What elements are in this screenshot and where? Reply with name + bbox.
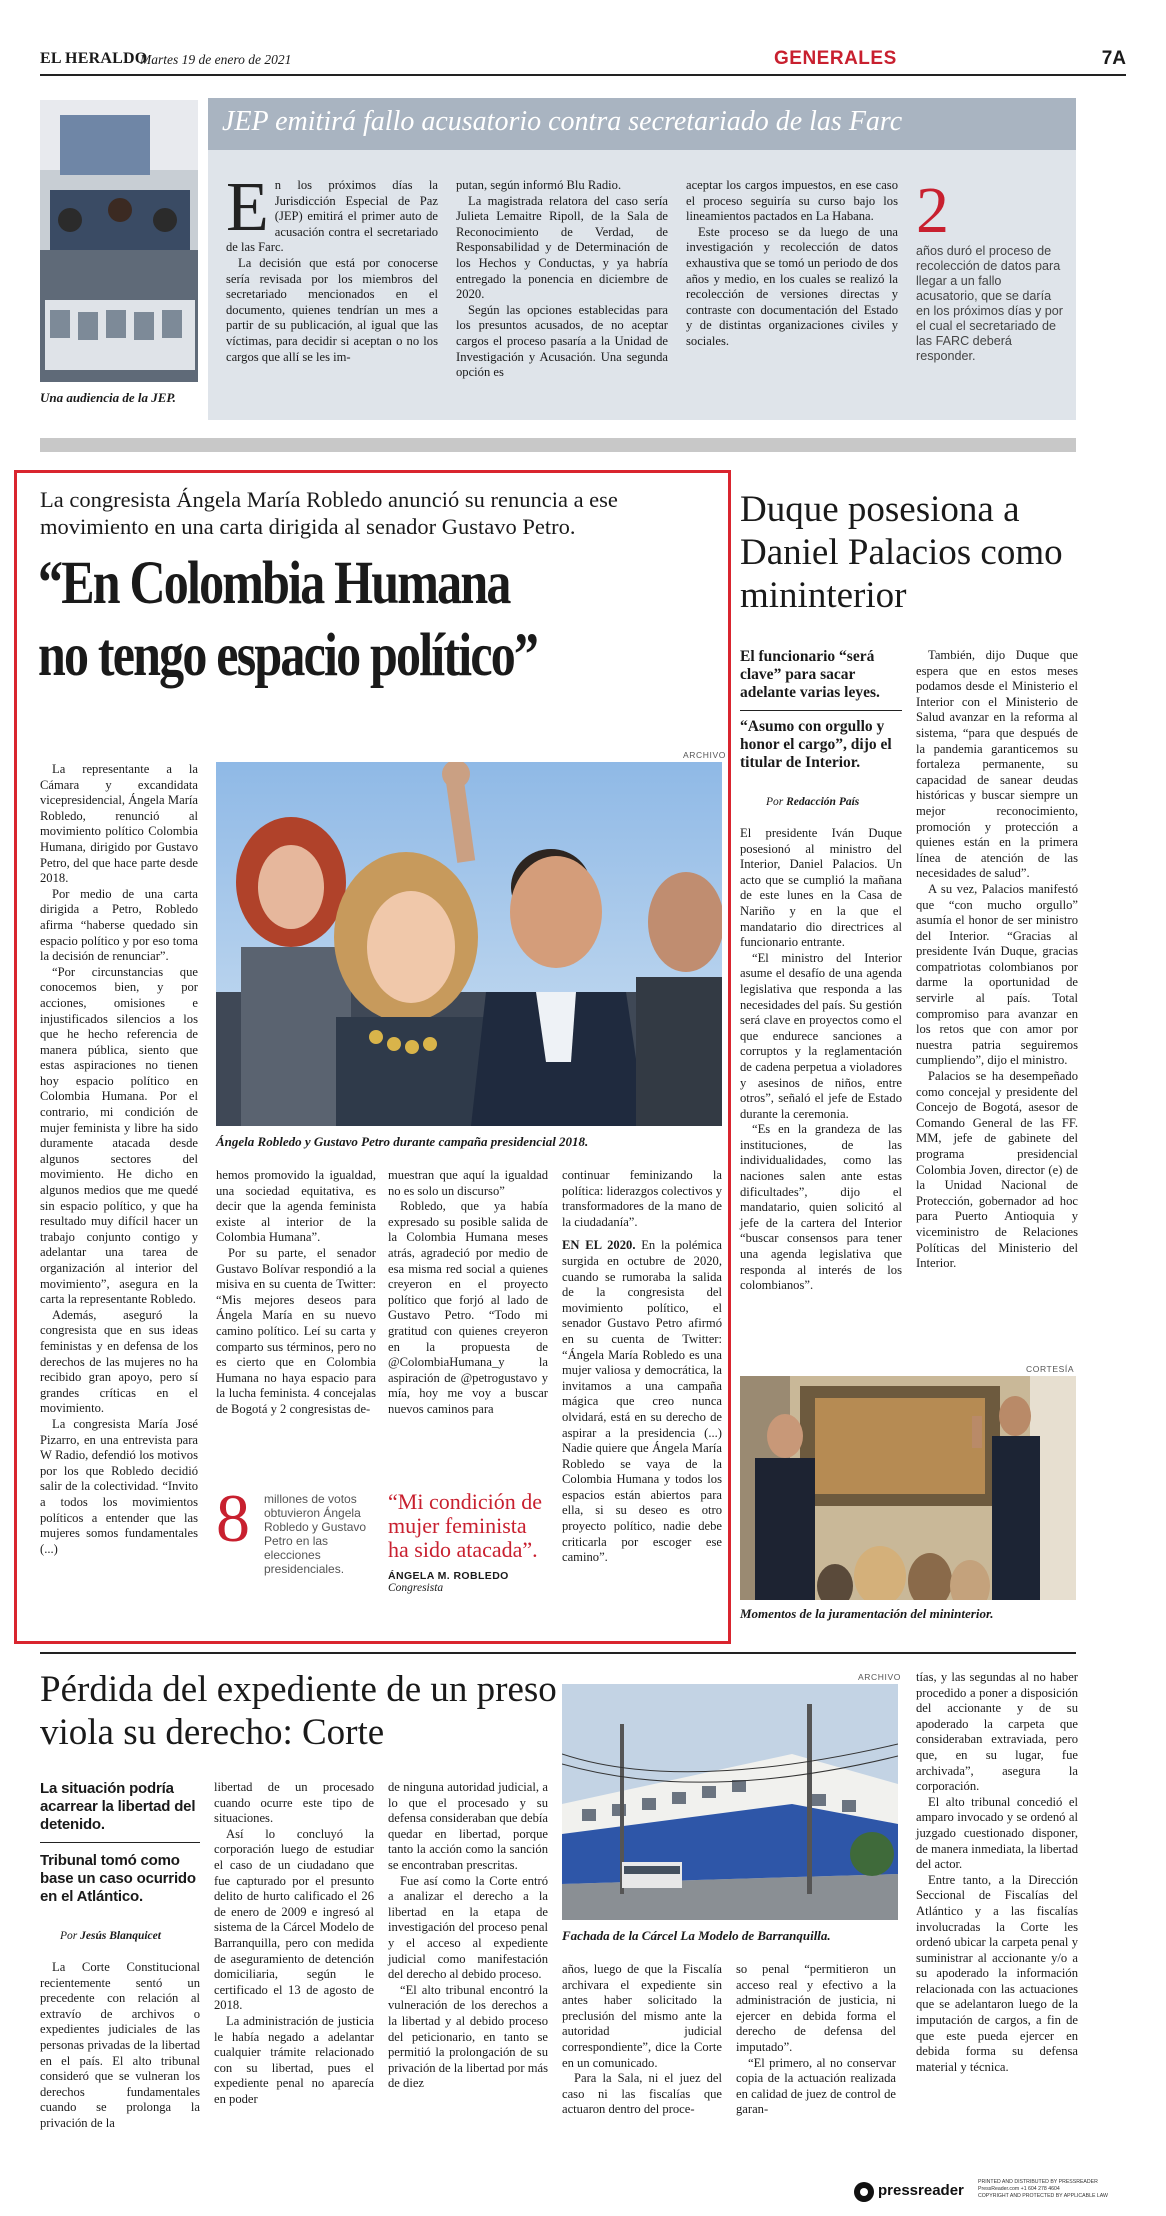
robledo-column-4 [562,1168,722,1566]
robledo-column-1 [40,762,198,1557]
corte-photo-credit: ARCHIVO [858,1672,901,1682]
lower-section-rule [40,1652,1076,1654]
duque-col1-p3: “Es en la grandeza de las instituciones, de las individualidades, como las naciones salen ante estas dificultades”, dijo el mandatario, quien solicitó al jefe de la cartera del Interior “buscar consensos para tener una agenda legislativa que responda al interés de los colombianos”. [740,1122,902,1293]
corte-col1-p1: La Corte Constitucional recientemente sentó un precedente con relación al extravío de archivos o expedientes judiciales de las personas privadas de la libertad en el país. El alto tribunal consideró que se vulneran los derechos fundamentales cuando se prolonga la privación de la [40,1960,200,2130]
robledo-photo-caption: Ángela Robledo y Gustavo Petro durante campaña presidencial 2018. [216,1134,589,1149]
pressreader-brand: pressreader [878,2182,964,2199]
corte-col4-p2: Para la Sala, ni el juez del caso ni las fiscalías que actuaron dentro del proce- [562,2071,722,2117]
masthead: EL HERALDO [40,50,148,67]
corte-col6-p2: El alto tribunal concedió el amparo invocado y se ordenó al juzgado cuestionado disponer, de manera inmediata, la libertad del actor. [916,1794,1078,1872]
jep-col2-p1: putan, según informó Blu Radio. [456,178,622,192]
jep-col3-p2: Este proceso se da luego de una investigación y recolección de datos exhaustiva que se tomó un periodo de dos años y medio, en los cuales se realizó la recolección de versiones directas y contraste con documentación del Estado y de distintas organizaciones civiles y sociales. [686,224,898,348]
robledo-col1-p2: Por medio de una carta dirigida a Petro, Robledo afirma “haberse quedado sin espacio político y por eso toma la decisión de renunciar”. [40,886,198,964]
robledo-kicker: La congresista Ángela María Robledo anunció su renuncia a ese movimiento en una carta dirigida al senador Gustavo Petro. [40,487,618,539]
duque-column-2 [916,648,1078,1272]
robledo-column-3 [388,1168,548,1418]
corte-col5-p1: so penal “permitieron un acceso real y efectivo a la administración de justicia, ni ejercer en debida forma el derecho de defensa del imputado”. [736,1962,896,2054]
corte-col6-p1: tías, y las segundas al no haber procedido a poner a disposición del accionante y de su apoderado la carpeta que consideraban extraviada, pero que, en su lugar, fue archivada”, asegura la corporación. [916,1670,1078,1794]
jep-dropcap: E [226,169,269,246]
corte-photo-caption: Fachada de la Cárcel La Modelo de Barranquilla. [562,1928,831,1943]
corte-col2-p3: La administración de justicia le había negado a adelantar cualquier trámite relacionado con su libertad, pues el expediente penal no aparecía en poder [214,2013,374,2106]
jep-photo-caption: Una audiencia de la JEP. [40,390,176,405]
corte-col3-p3: “El alto tribunal encontró la vulneración de los derechos a la libertad y al debido proceso del peticionario, en tanto se permitió la prolongación de su privación de la libertad por más de diez [388,1982,548,2091]
jep-column-1 [226,169,438,365]
duque-deck-1: El funcionario “será clave” para sacar adelante varias leyes. [740,648,880,701]
robledo-quote-text: “Mi condición de mujer feminista ha sido atacada”. [388,1489,542,1562]
robledo-stat-text: millones de votos obtuvieron Ángela Robledo y Gustavo Petro en las elecciones presidenciales. [264,1492,367,1576]
jep-col3-p1: aceptar los cargos impuestos, en ese caso el proceso seguiría su curso bajo los lineamientos pactados en La Habana. [686,178,898,224]
jep-column-3 [686,178,898,350]
duque-col1-p1: El presidente Iván Duque posesionó al ministro del Interior, Daniel Palacios. Un acto que se cumplió la mañana de este lunes en la Casa de Nariño y en la que el mandatario dio directrices al funcionario entrante. [740,826,902,950]
header-date: Martes 19 de enero de 2021 [140,52,292,67]
corte-column-2 [214,1780,374,2107]
corte-byline-name: Jesús Blanquicet [80,1930,161,1942]
robledo-petro-photo [216,762,722,1126]
jep-title-band [208,98,1076,150]
jep-column-2 [456,178,668,381]
pressreader-legal [978,2179,1108,2200]
robledo-headline [38,548,604,692]
duque-headline: Duque posesiona a Daniel Palacios como mininterior [740,489,1063,616]
corte-deck-1: La situación podría acarrear la libertad del detenido. [40,1780,196,1833]
robledo-photo-credit: ARCHIVO [683,750,726,760]
corte-column-5 [736,1962,896,2118]
robledo-headline-line-2: no tengo espacio político” [38,622,538,689]
corte-column-3 [388,1780,548,2092]
corte-col4-p1: años, luego de que la Fiscalía archivara el expediente sin antes haber solicitado la preclusión del mismo ante la autoridad judicial correspondiente”, dice la Corte en un comunicado. [562,1962,722,2070]
jep-photo [40,100,198,382]
jep-stat [916,174,1066,364]
robledo-col3-p2: Robledo, que ya había expresado su posible salida de la Colombia Humana meses atrás, agradeció por medio de esa misma red social a quienes creyeron en el proyecto político que forjó al lado de Gustavo Petro. “Todo mi gratitud con quienes creyeron en la propuesta de @ColombiaHumana_y la aspiración de @petrogustavo y mía, hoy me voy a buscar nuevos caminos para [388,1199,548,1416]
robledo-stat [216,1480,386,1580]
duque-deck-2: “Asumo con orgullo y honor el cargo”, dijo el titular de Interior. [740,718,892,771]
corte-col3-p2: Fue así como la Corte entró a analizar el derecho a la libertad en la etapa de investigación del proceso penal y el acceso al expediente judicial como manifestación del derecho al debido proceso. [388,1873,548,1982]
duque-col2-p1: También, dijo Duque que espera que en estos meses podamos desde el Ministerio el Interior con el Ministerio de Salud avanzar en la reforma al sistema, “para que después de la pandemia garanticemos su fortaleza permanente, su capacidad de sanear deudas históricas y buscar siempre un mejor reconocimiento, promoción y protección a quienes están en la primera línea de atención de las necesidades de salud”. [916,648,1078,881]
duque-ceremony-photo [740,1376,1076,1600]
pressreader-legal-1: PRINTED AND DISTRIBUTED BY PRESSREADER [978,2179,1098,2185]
duque-col1-p2: “El ministro del Interior asume el desafío de una agenda legislativa que responda a las necesidades del país. Su gestión será clave en proyectos como el que endurece sanciones a corruptos y la reglamentación de cadena perpetua a violadores y asesinos de niños, entre otros”, señaló el jefe de Estado durante la ceremonia. [740,950,902,1121]
corte-prison-photo [562,1684,898,1920]
duque-column-1 [740,826,902,1294]
duque-photo-caption: Momentos de la juramentación del mininterior. [740,1606,994,1621]
robledo-headline-line-1: “En Colombia Humana [38,550,510,617]
robledo-quote-role: Congresista [388,1582,444,1594]
robledo-col3-p1: muestran que aquí la igualdad no es solo un discurso” [388,1168,548,1198]
jep-stat-number: 2 [916,174,949,247]
duque-col2-p3: Palacios se ha desempeñado como concejal y presidente del Concejo de Bogotá, asesor de Comando General de las FF. MM, jefe de gabinete del programa presidencial Colombia Joven, director (e) de la Unidad Nacional de Protección, gobernador ad hoc para Puerto Antioquia y viceministro de Relaciones Políticas del Ministerio del Interior. [916,1069,1078,1271]
corte-column-4 [562,1962,722,2118]
robledo-col2-p1: hemos promovido la igualdad, una sociedad equitativa, es decir que la agenda feminista existe al interior de la Colombia Humana”. [216,1168,376,1245]
corte-column-6 [916,1670,1078,2075]
robledo-col2-p2: Por su parte, el senador Gustavo Bolívar respondió a la misiva en su cuenta de Twitter: “Mis mejores deseos para Ángela María en su nuevo camino político. Leí su carta y comparto sus términos, pero no es cierto que en Colombia Humana no haya espacio para la lucha feminista. 4 concejalas de Bogotá y 2 congresistas de- [216,1245,376,1416]
page-header [40,46,1126,74]
robledo-quote-author: ÁNGELA M. ROBLEDO [388,1570,509,1582]
corte-col5-p2: “El primero, al no conservar copia de la actuación realizada en calidad de juez de control de garan- [736,2055,896,2117]
robledo-col1-p1: La representante a la Cámara y excandidata vicepresidencial, Ángela María Robledo, renunció al movimiento político Colombia Humana, dirigido por Gustavo Petro, del que hace parte desde 2018. [40,762,198,886]
robledo-pull-quote [388,1490,548,1594]
pressreader-legal-2: PressReader.com +1 604 278 4604 [978,2186,1060,2192]
corte-column-1 [40,1960,200,2132]
corte-col2-p1: libertad de un procesado cuando ocurre este tipo de situaciones. [214,1780,374,1826]
corte-col6-p3: Entre tanto, a la Dirección Seccional de Fiscalías del Atlántico y a las fiscalías involucradas la Corte les ordenó ubicar la carpeta penal y suministrar al accionante y/o a su apoderado la información relacionada con las actuaciones que se adelantaron luego de la imputación de cargos, a fin de que este pueda ejercer en debida forma su defensa material y técnica. [916,1872,1078,2074]
jep-col2-p3: Según las opciones establecidas para los presuntos acusados, de no aceptar cargos el proceso pasaría a la Unidad de Investigación y Acusación. Una segunda opción es [456,302,668,380]
jep-col1-p2: La decisión que está por conocerse sería revisada por los miembros del secretariado mencionados en el documento, quienes tendrían un mes a partir de su publicación, al igual que las víctimas, para decidir si aceptan o no los cargos que allí se les im- [226,255,438,364]
pressreader-logo-dot [860,2188,868,2196]
robledo-col1-p4: Además, aseguró la congresista que en sus ideas feministas y en defensa de los derechos de las mujeres no ha recibido gran apoyo, pero sí grandes críticas en el movimiento. [40,1307,198,1416]
corte-col2-p2: Así lo concluyó la corporación luego de estudiar el caso de un ciudadano que fue capturado por el presunto delito de hurto calificado el 26 de enero de 2009 e ingresó al sistema de la Cárcel Modelo de Barranquilla, pero con medida de aseguramiento de detención domiciliaria, según le certificado el 13 de agosto de 2018. [214,1826,374,2013]
corte-byline [60,1930,161,1942]
jep-col1-p1: n los próximos días la Jurisdicción Especial de Paz (JEP) emitirá el primer auto de acusación contra el secretariado de las Farc. [226,178,438,255]
duque-byline-name: Redacción País [786,796,860,808]
corte-deck-rule [40,1842,200,1843]
robledo-col4-p2 [562,1238,722,1565]
duque-byline [766,796,859,808]
robledo-column-2 [216,1168,376,1418]
robledo-col1-p3: “Por circunstancias que conocemos bien, y por acciones, omisiones e injustificados silencios a los que he hecho referencia de manera pública, siento que estas aspiraciones no tienen hoy espacio político en Colombia Humana. Por el contrario, mi condición de mujer feminista y libre ha sido duramente atacada desde algunos sectores del movimiento. He dicho en algunos medios que me quedé sin espacio político, y que ha resultado muy difícil hacer un trabajo conjunto contigo y adelantar una tarea de organización al interior del movimiento”, asegura en la carta la representante Robledo. [40,964,198,1307]
robledo-stat-number: 8 [216,1480,250,1556]
jep-col2-p2: La magistrada relatora del caso sería Julieta Lemaitre Ripoll, de la Sala de Reconocimiento de Verdad, de Responsabilidad y de Determinación de los Hechos y Conductas, y ya habría entregado la ponencia en diciembre de 2020. [456,193,668,302]
corte-headline: Pérdida del expediente de un preso viola su derecho: Corte [40,1669,557,1753]
jep-stat-text: años duró el proceso de recolección de datos para llegar a un fallo acusatorio, que se daría en los próximos días y por el cual el secretariado de las FARC deberá responder. [916,244,1063,363]
duque-deck-rule [740,710,902,711]
robledo-col4-lead: EN EL 2020. [562,1238,636,1253]
pressreader-legal-3: COPYRIGHT AND PROTECTED BY APPLICABLE LAW [978,2193,1108,2199]
duque-col2-p2: A su vez, Palacios manifestó que “con mucho orgullo” asumía el honor de ser ministro del Interior. “Gracias al presidente Iván Duque, gracias compatriotas colombianos por darme la oportunidad de servirle al país. Total compromiso para avanzar en los retos que con amor por nuestra patria seguiremos cumpliendo”, dijo el ministro. [916,881,1078,1068]
page-number: 7A [1101,48,1126,69]
section-title: GENERALES [774,48,897,69]
section-divider-band [40,438,1076,452]
corte-col3-p1: de ninguna autoridad judicial, a lo que el procesado y su defensa consideraban que debía quedar en libertad, porque tanto la acción como la sanción se encontraban prescritas. [388,1780,548,1872]
header-rule [40,74,1126,76]
robledo-col4-p1: continuar feminizando la política: liderazgos colectivos y transformadores de la mano de la ciudadanía”. [562,1168,722,1229]
pressreader-badge [852,2178,1108,2206]
duque-photo-credit: CORTESÍA [1026,1364,1075,1374]
robledo-col1-p5: La congresista María José Pizarro, en una entrevista para W Radio, defendió los motivos por los que Robledo decidió salir de la colectividad. “Invito a todos los movimientos políticos a entender que las mujeres somos fundamentales (...) [40,1416,198,1556]
duque-byline-prefix: Por [766,796,784,808]
jep-title: JEP emitirá fallo acusatorio contra secretariado de las Farc [222,106,903,137]
corte-deck-2: Tribunal tomó como base un caso ocurrido en el Atlántico. [40,1852,196,1905]
robledo-col4-body: En la polémica surgida en octubre de 2020, cuando se rumoraba la salida de la congresista del movimiento político, el senador Gustavo Petro afirmó en su cuenta de Twitter: “Ángela María Robledo es una mujer valiosa y democrática, la invitamos a una campaña mágica que creo nunca olvidará, está en su derecho de aspirar a la presidencia (...) Nadie quiere que Ángela María Robledo se vaya de la Colombia Humana y todos los espacios están abiertos para ella, si su deseo es otro proyecto político, nadie debe criticarla por escoger ese camino”. [562,1238,722,1565]
corte-byline-prefix: Por [60,1930,78,1942]
